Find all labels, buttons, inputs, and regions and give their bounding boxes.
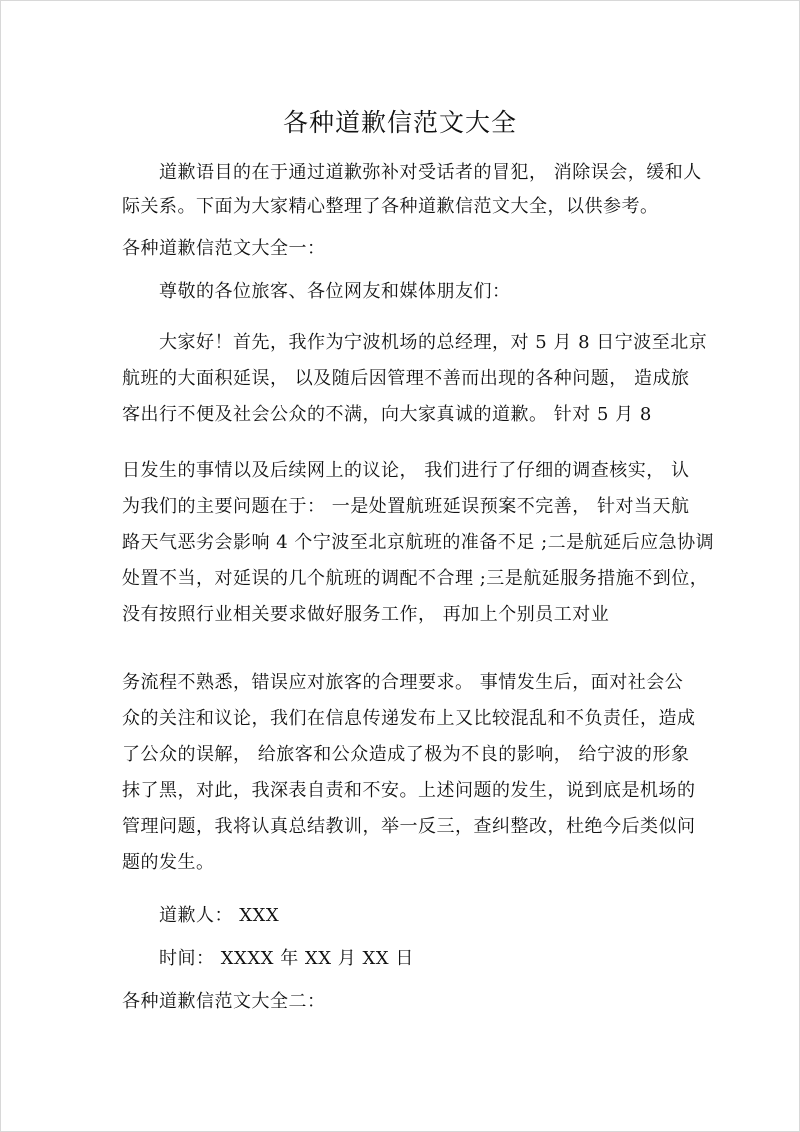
- intro-line-2: 际关系。下面为大家精心整理了各种道歉信范文大全，以供参考。: [122, 196, 659, 217]
- para1-line-2: 航班的大面积延误， 以及随后因管理不善而出现的各种问题， 造成旅: [122, 368, 690, 389]
- intro-line-1: 道歉语目的在于通过道歉弥补对受话者的冒犯， 消除误会，缓和人: [159, 162, 702, 183]
- para3-line-6: 题的发生。: [122, 852, 215, 873]
- para3-line-3: 了公众的误解， 给旅客和公众造成了极为不良的影响， 给宁波的形象: [122, 744, 690, 765]
- signature: 道歉人： XXX: [159, 905, 280, 926]
- para2-line-2: 为我们的主要问题在于： 一是处置航班延误预案不完善， 针对当天航: [122, 496, 690, 517]
- para2-line-3: 路天气恶劣会影响 4 个宁波至北京航班的准备不足 ;二是航延后应急协调: [122, 532, 715, 553]
- para3-line-4: 抹了黑，对此，我深表自责和不安。上述问题的发生，说到底是机场的: [122, 780, 696, 801]
- para1-line-1: 大家好！首先，我作为宁波机场的总经理，对 5 月 8 日宁波至北京: [159, 332, 708, 353]
- para3-line-1: 务流程不熟悉，错误应对旅客的合理要求。 事情发生后，面对社会公: [122, 672, 684, 693]
- para3-line-2: 众的关注和议论，我们在信息传递发布上又比较混乱和不负责任，造成: [122, 708, 696, 729]
- para2-line-5: 没有按照行业相关要求做好服务工作， 再加上个别员工对业: [122, 604, 610, 625]
- section2-heading: 各种道歉信范文大全二：: [122, 991, 326, 1012]
- para3-line-5: 管理问题，我将认真总结教训，举一反三，查纠整改，杜绝今后类似问: [122, 816, 696, 837]
- salutation: 尊敬的各位旅客、各位网友和媒体朋友们：: [159, 281, 511, 302]
- para2-line-4: 处置不当，对延误的几个航班的调配不合理 ;三是航延服务措施不到位，: [122, 568, 709, 589]
- para2-line-1: 日发生的事情以及后续网上的议论， 我们进行了仔细的调查核实， 认: [122, 460, 690, 481]
- section1-heading: 各种道歉信范文大全一：: [122, 238, 326, 259]
- document-title: 各种道歉信范文大全: [282, 108, 517, 137]
- date-line: 时间： XXXX 年 XX 月 XX 日: [159, 948, 414, 969]
- para1-line-3: 客出行不便及社会公众的不满，向大家真诚的道歉。 针对 5 月 8: [122, 404, 652, 425]
